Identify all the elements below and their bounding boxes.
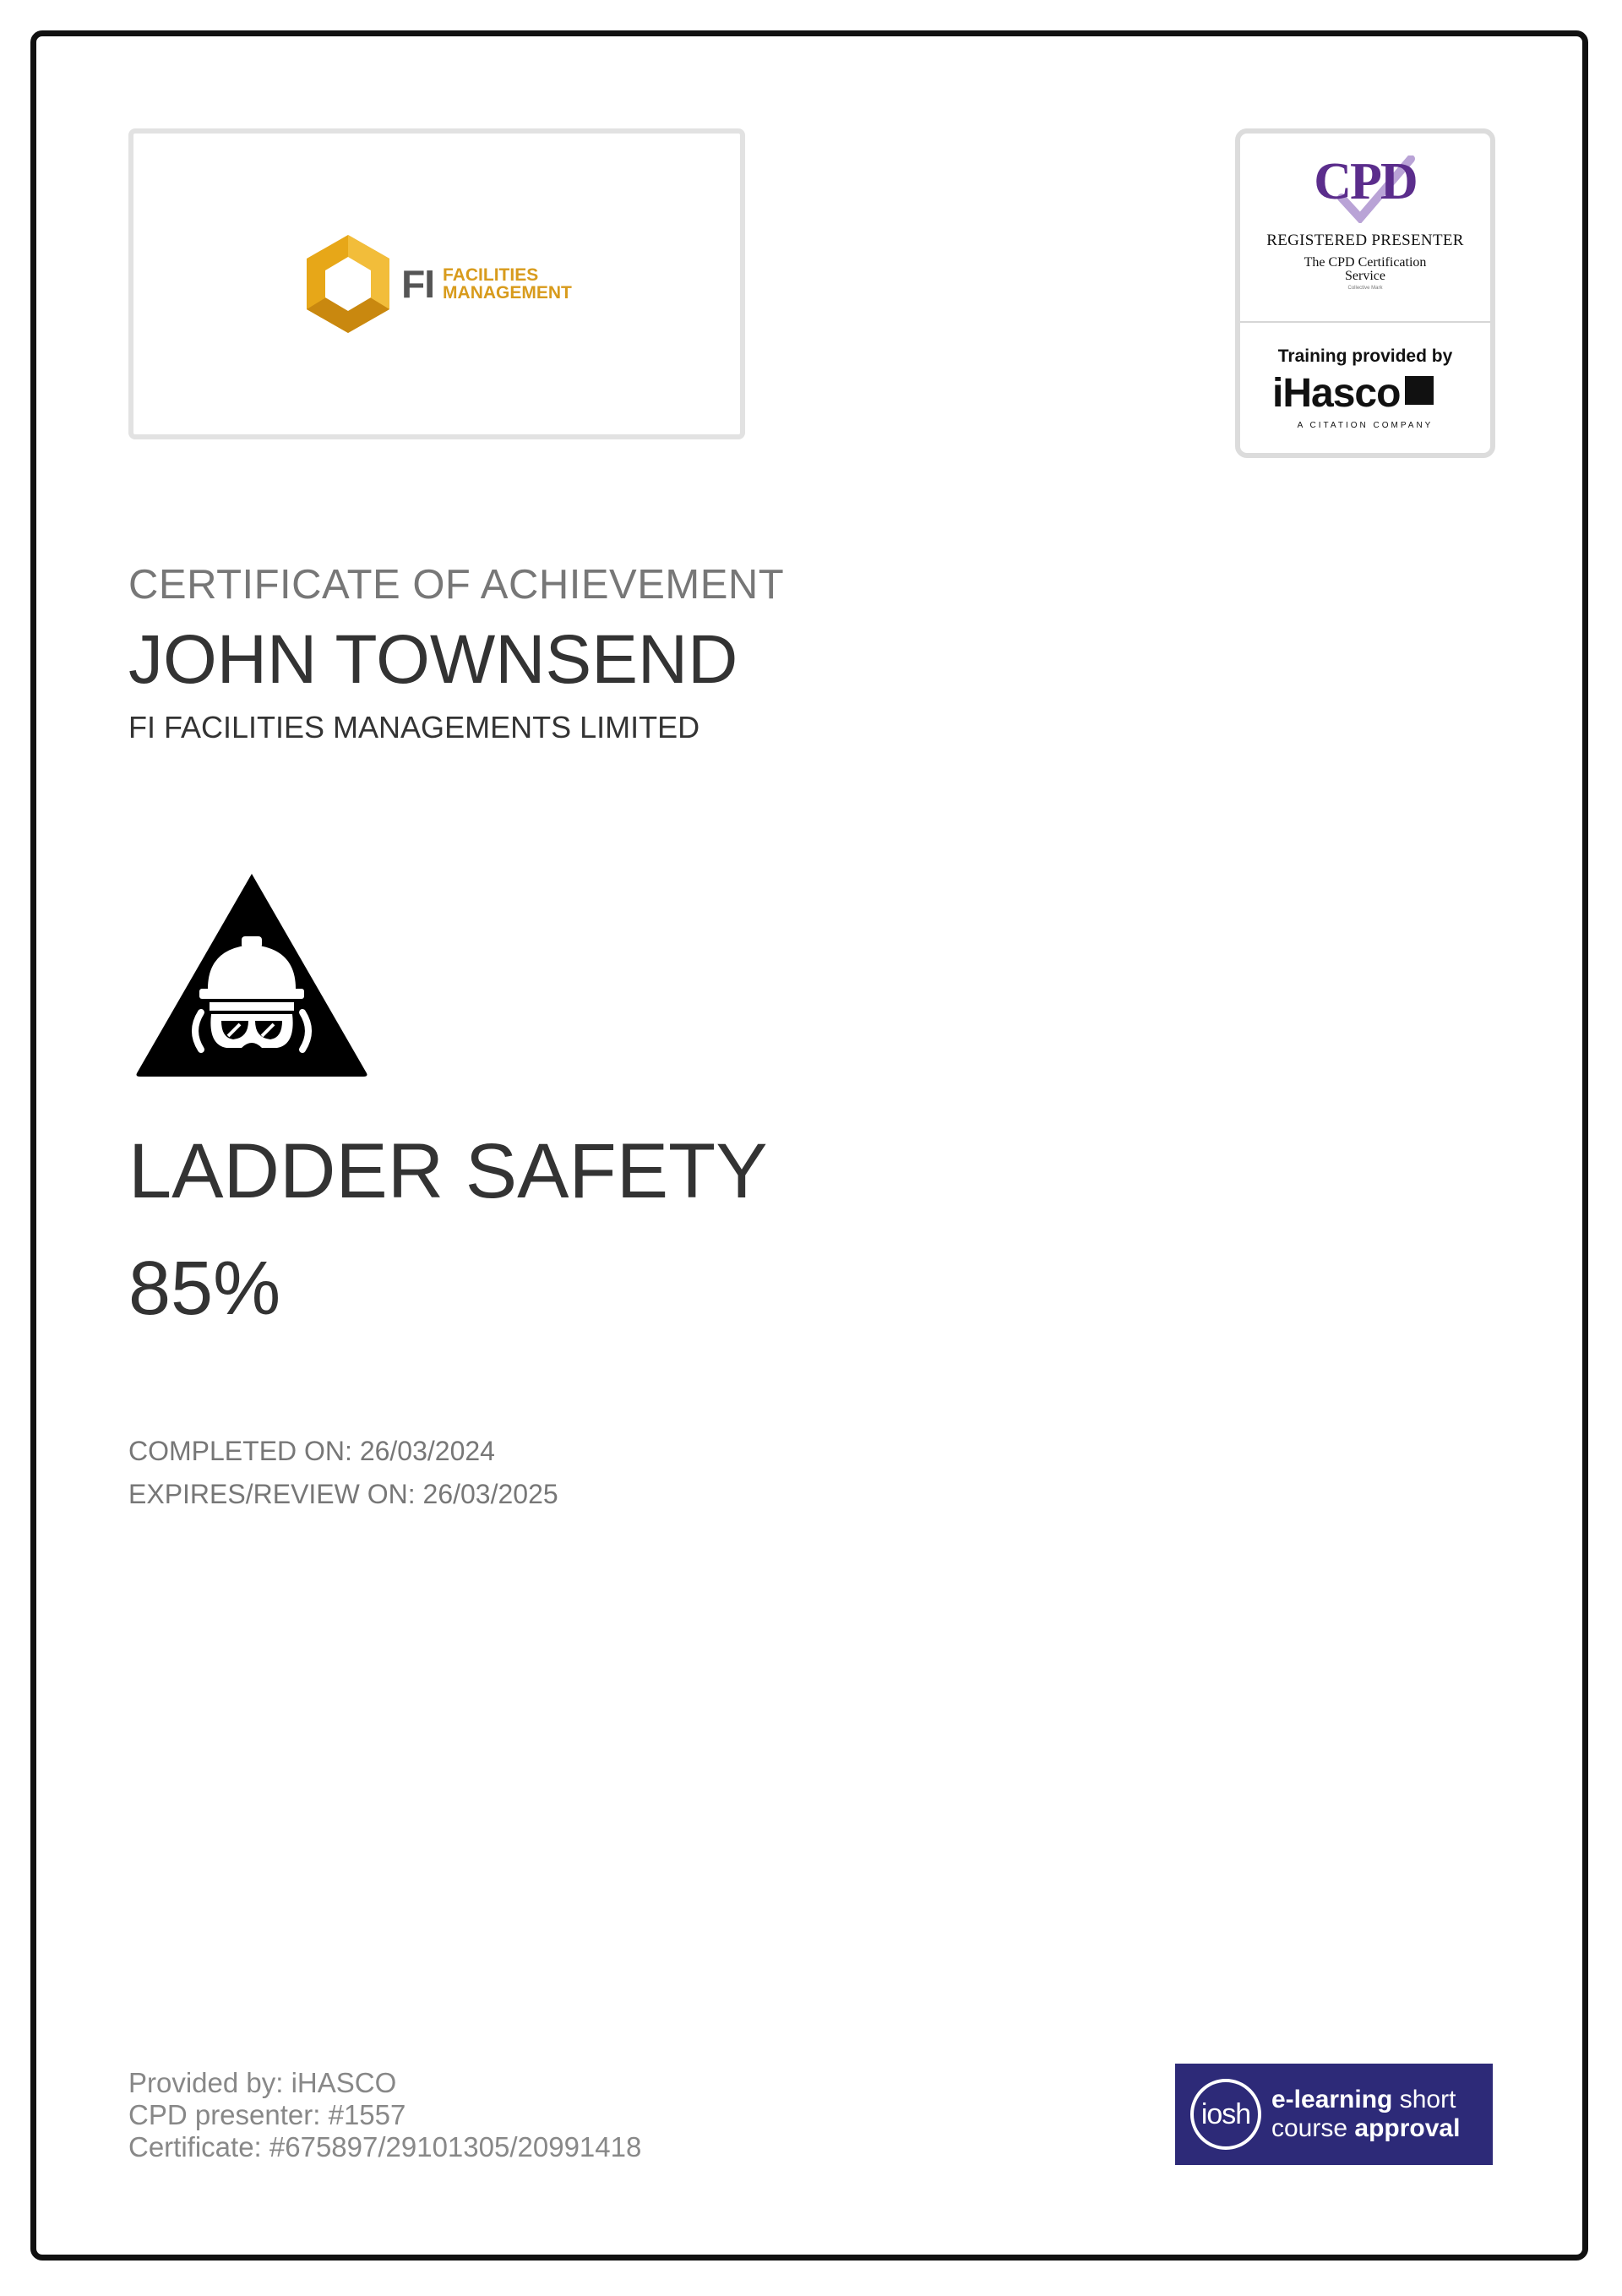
ihasco-brand: iHasco xyxy=(1272,371,1401,416)
organisation-name: FI FACILITIES MANAGEMENTS LIMITED xyxy=(128,710,700,744)
ihasco-square-icon xyxy=(1405,376,1434,405)
company-logo-letters: FI xyxy=(401,262,435,306)
ihasco-logo xyxy=(1272,370,1434,417)
company-logo-line2: MANAGEMENT xyxy=(443,283,572,303)
iosh-line2: course approval xyxy=(1271,2114,1461,2142)
hard-hat-goggles-warning-icon xyxy=(133,870,370,1077)
citation-tagline: A CITATION COMPANY xyxy=(1297,421,1434,430)
company-logo-words xyxy=(443,266,572,302)
cpd-collective-mark: Collective Mark xyxy=(1347,286,1383,291)
company-logo-box xyxy=(128,128,745,439)
company-logo-line1: FACILITIES xyxy=(443,265,539,285)
certificate-title: CERTIFICATE OF ACHIEVEMENT xyxy=(128,562,785,608)
cpd-badge xyxy=(1240,134,1490,323)
provider-badge xyxy=(1240,323,1490,453)
certificate-footer xyxy=(128,2067,641,2163)
iosh-logo-icon: iosh xyxy=(1190,2079,1261,2150)
cpd-mark-text: CPD xyxy=(1314,153,1417,210)
hexagon-logo-icon xyxy=(302,232,395,336)
company-logo xyxy=(302,232,572,336)
certificate-dates xyxy=(128,1430,558,1516)
cpd-registered-presenter: REGISTERED PRESENTER xyxy=(1266,232,1464,249)
cpd-presenter-number: CPD presenter: #1557 xyxy=(128,2099,406,2130)
certificate-number: Certificate: #675897/29101305/20991418 xyxy=(128,2131,642,2162)
training-provided-by: Training provided by xyxy=(1277,346,1453,366)
cpd-service-line2: Service xyxy=(1345,269,1385,283)
cpd-service-line1: The CPD Certification xyxy=(1304,255,1427,270)
iosh-approval-text xyxy=(1271,2086,1460,2143)
provided-by: Provided by: iHASCO xyxy=(128,2067,397,2098)
course-score: 85% xyxy=(128,1246,281,1331)
expires-review-on: EXPIRES/REVIEW ON: 26/03/2025 xyxy=(128,1479,558,1509)
completed-on: COMPLETED ON: 26/03/2024 xyxy=(128,1436,495,1466)
iosh-approval-badge xyxy=(1175,2064,1493,2165)
recipient-name: JOHN TOWNSEND xyxy=(128,621,738,698)
accreditation-badge xyxy=(1235,128,1495,458)
iosh-line1: e-learning short xyxy=(1271,2086,1456,2113)
course-title: LADDER SAFETY xyxy=(128,1128,768,1214)
